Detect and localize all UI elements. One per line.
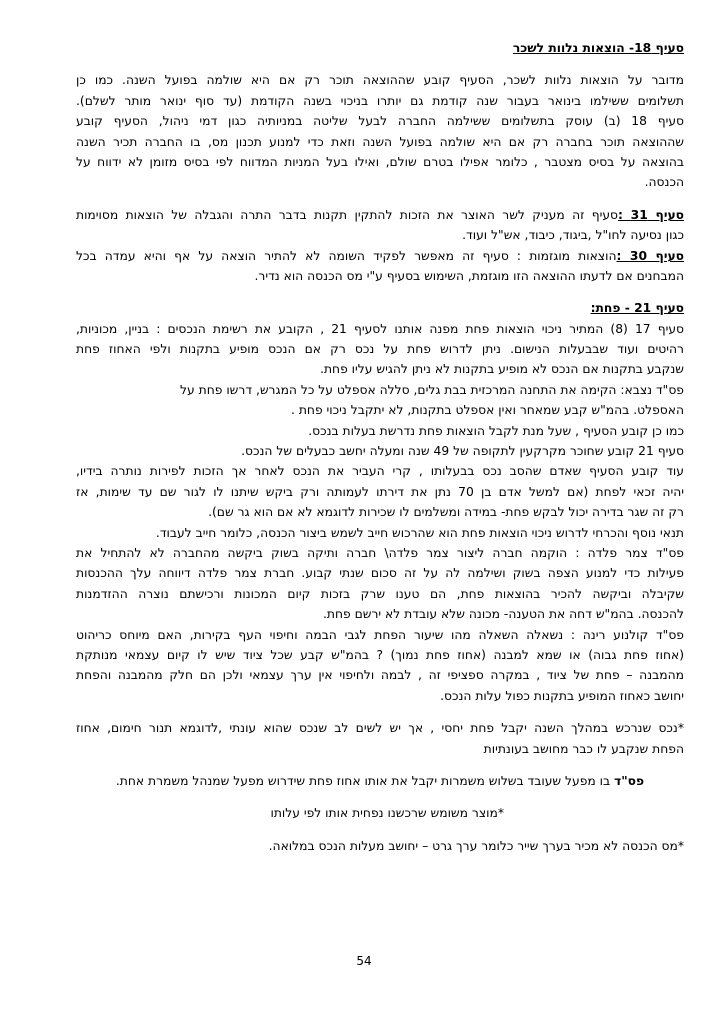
paragraph-line: האספלט. בהמ"ש קבע שמאחר ואין אספלט בתקנות, לא יתקבל ניכוי פחת . [291,403,684,418]
paragraph-line: סעיף 18 (ב) עוסק בתשלומים ששילמה החברה לבעל שליטה במניותיה כגון דמי ניהול, הסעיף קובע [76,114,684,129]
paragraph-line: שנקבע בתקנות אם הנכס לא מופיע בתקנות לא ניתן להגיש עליו פחת. [320,362,684,377]
paragraph-line [76,246,684,266]
note-partial-year [76,718,684,759]
section-30-title: סעיף 30 : [616,248,684,263]
ruling-label: פס"ד [614,773,645,788]
paragraph-line: עוד קובע הסעיף שאדם שהסב נכס בבעלותו , קרי העביר את הנכס לאחר אך הזכות לפירות נותרה בידיו, [76,464,684,479]
paragraph-line: פס"ד קולנוע רינה : נשאלה השאלה מהו שיעור הפחת לגבי הבמה וחיפוי העף בקירות, האם מיוחס כריהוט [76,627,684,642]
paragraph-line: יחושב כאחוז המופיע בתקנות כפול עלות הנכס. [440,688,684,703]
paragraph-line [76,205,684,225]
paragraph-line: תשלומים ששילמו בינואר בעבור שנה קודמת גם יותרו בניכוי בשנה הקודמת (עד סוף ינואר מותר לשלם). [76,93,684,108]
paragraph-line: פעילות כדי למנוע הצפה בשוק ושילמה לה על זה סכום שנתי קבוע. חברת צמר פלדה דיווחה עלך ההכנסות [76,566,684,581]
paragraph-line: המבחנים אם לדעתו ההוצאה הזו מוגזמת, השימוש בסעיף ע"י מס הכנסה הוא נדיר. [254,268,684,283]
document-page [76,38,684,856]
paragraph-line: סעיף 17 (8) המתיר ניכוי הוצאות פחת מפנה אותנו לסעיף 21 , הקובע את רשימת הנכסים : בניין, מכוניות, [76,321,684,336]
paragraph-line: שקיבלה וביקשה להכיר בהוצאות פחת, הם טענו שרק בזכות קיום המכונות ורכישתם נוצרה ההזדמנות [76,586,684,601]
ruling-text: בו מפעל שעובד בשלוש משמרות יקבל את אותו אחוז פחת שידרוש מפעל שמנהל משמרת אחת. [115,773,611,788]
paragraph-line: סעיף 21 קובע שחוכר מקרקעין לתקופה של 49 שנה ומעלה יחשב כבעלים של הנכס. [241,444,684,459]
paragraph-line: *מס הכנסה לא מכיר בערך שייר כלומר ערך גרט – יחושב מעלות הנכס במלואה. [268,838,684,853]
page-number: 54 [356,954,372,968]
paragraph-line: (אחוז פחת גבוה) או שמא למבנה (אחוז פחת נמוך) ? בהמ"ש קבע שכל ציוד שיש לו קיום עצמאי מנותקת [76,647,684,662]
note-text: *מוצר משומש שרכשנו נפחית אותו לפי עלותו [270,806,504,821]
section-31-title: סעיף 31 : [618,207,684,222]
section-21-block [76,298,684,706]
note-used-product [76,803,684,823]
section-31-block [76,205,684,246]
paragraph-line: כגון נסיעה לחו"ל ,ביגוד, כיבוד, אש"ל ועוד. [462,228,684,243]
paragraph-line: שההוצאה תוכר בחברה רק אם היא שולמה בפועל השנה וזאת כדי למנוע תכנון מס, בו החברה תכיר השנה [76,134,684,149]
paragraph-line: פס"ד צמר פלדה : הוקמה חברה ליצור צמר פלדה\ חברה ותיקה בשוק ביקשה מהחברה לא להתחיל את [76,545,684,560]
paragraph-line: מהמבנה – פחת של ציוד , במקרה ספציפי זה , לבמה ולחיפוי אין ערך עצמאי ולכן הם חלק מהמבנה והפחת [76,668,684,683]
section-30-text: הוצאות מוגזמות : סעיף זה מאפשר לפקיד השומה לא להתיר הוצאה על אף והיא עמדה בכל [76,248,617,263]
paragraph-line: רהיטים ועוד שבבעלות הנישום. ניתן לדרוש פחת על נכס רק אם הנכס מופיע בתקנות ולפי האחוז פחת [76,342,684,357]
paragraph-line: כמו כן קובע הסעיף , שעל מנת לקבל הוצאות פחת נדרשת בעלות בנכס. [308,423,684,438]
paragraph-line: בהוצאה על בסיס מצטבר , כלומר אפילו בטרם שולם, ואילו בעל המניות המדווח לפי בסיס מזומן לא ידווח על [76,154,684,169]
section-30-block [76,246,684,287]
paragraph-line: פס"ד נצבא: הקימה את התחנה המרכזית בבת גלים, סללה אספלט על כל המגרש, דרשו פחת על [180,382,684,397]
paragraph-line [76,803,684,823]
note-shifts-ruling [76,771,684,791]
paragraph-line: מדובר על הוצאות נלוות לשכר, הסעיף קובע שההוצאה תוכר רק אם היא שולמה בפועל השנה. כמו כן [76,73,684,88]
paragraph-line: הפחת שנקבע לו כבר מחושב בעונתיות [483,741,684,756]
paragraph-line: רק זה שגר בדירה יכול לבקש פחת- במידה ומשלמים לו שכירות לדוגמא לא אם הוא גר שם). [208,505,684,520]
section-31-text: סעיף זה מעניק לשר האוצר את הזכות להתקין תקנות בדבר התרה והגבלה של הוצאות מסוימות [76,207,619,222]
paragraph-line: להכנסה. בהמ"ש דחה את הטענה- מכונה שלא עובדת לא ירשם פחת. [322,607,684,622]
section-18-paragraph [76,70,684,192]
paragraph-line: תנאי נוסף והכרחי לדרוש ניכוי הוצאות פחת הוא שהרכוש חייב לשמש ביצור הכנסה, כלומר חייב לעבוד. [155,525,684,540]
section-18-header: סעיף 18- הוצאות נלוות לשכר [512,41,684,55]
paragraph-line: יהיה זכאי לפחת (אם למשל אדם בן 70 נתן את דירתו לעמותה ורק ביקש שיתנו לו לגור שם עד שימות, אז [76,484,684,499]
paragraph-line: הכנסה. [644,175,684,190]
paragraph-line [76,771,684,791]
section-21-title: סעיף 21 - פחת: [590,301,684,316]
note-residual-value [76,836,684,856]
paragraph-line: *נכס שנרכש במהלך השנה יקבל פחת יחסי , אך יש לשים לב שנכס שהוא עונתי ,לדוגמא תנור חימום, אחוז [76,721,684,736]
